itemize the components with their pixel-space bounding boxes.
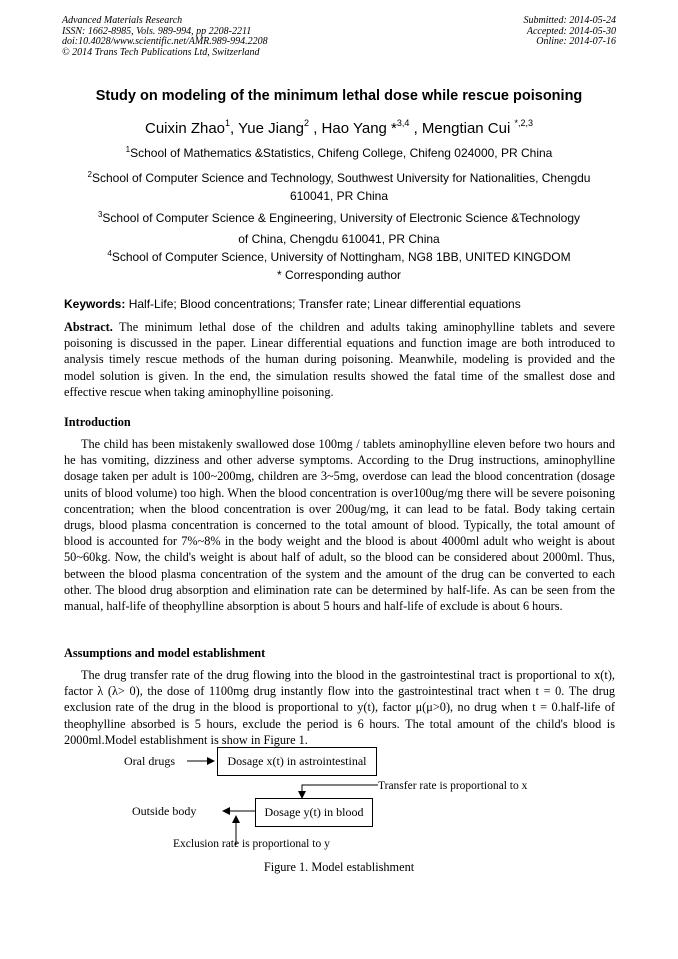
accepted-date: Accepted: 2014-05-30 bbox=[526, 25, 616, 37]
author-separator: , bbox=[309, 120, 322, 137]
section-heading-assumptions: Assumptions and model establishment bbox=[64, 646, 266, 660]
section-heading-introduction: Introduction bbox=[64, 415, 131, 429]
affiliation-number: 2 bbox=[87, 170, 92, 179]
journal-copyright: © 2014 Trans Tech Publications Ltd, Switzerland bbox=[62, 46, 260, 58]
keywords-label: Keywords: bbox=[64, 297, 126, 311]
gut-dosage-box bbox=[217, 747, 377, 776]
submitted-date: Submitted: 2014-05-24 bbox=[523, 15, 616, 26]
introduction-paragraph: The child has been mistakenly swallowed dose 100mg / tablets aminophylline eleven before two hours and he has vomiting, dizziness and other adverse symptoms. According to the Drug instructions, aminophylline dosage taken per adult is 100~200mg, children are 3~5mg, overdose can lead the blood concentration (dosage units of blood volume) too high. When the blood concentration is over100ug/mg there will be severe poisoning concentration; when the blood concentration is over 200ug/mg, it can lead to be fatal. Body taking certain drugs, blood plasma concentration is concerned to the total amount of blood. Typically, the total amount of blood is accounted for 7%~8% in the body weight and the blood is about 4000ml adult who weight is about 50~60kg. Now, the child's weight is about half of adult, so the blood can be considered about 2000ml. Thus, between the blood plasma concentration of the system and the amount of the drug can be converted to each other. The blood drug absorption and elimination rate can be determined by half-life. As can be seen from the manual, half-life of theophylline absorption is about 5 hours and half-life of exclude is about 6 hours. bbox=[64, 437, 615, 614]
corresponding-author-note: * Corresponding author bbox=[276, 268, 402, 282]
exclusion-rate-label: Exclusion rate is proportional to y bbox=[173, 838, 330, 850]
assumptions-paragraph: The drug transfer rate of the drug flowing into the blood in the gastrointestinal tract is proportional to x(t), factor λ (λ> 0), the dose of 1100mg drug instantly flow into the gastrointestinal tract when t = 0. The drug exclusion rate of the drug in the blood is proportional to y(t), factor μ(μ>0), no drug when t = 0.half-life of theophylline absorbed is 5 hours, exclude the period is 6 hours. The total amount of the child's blood is 2000ml.Model establishment is show in Figure 1. bbox=[64, 668, 615, 747]
author-separator: , bbox=[409, 120, 422, 137]
abstract-label: Abstract. bbox=[64, 320, 113, 334]
author-affiliation: 3,4 bbox=[396, 118, 410, 128]
affiliation-number: 3 bbox=[97, 210, 103, 219]
author-affiliation: 1 bbox=[225, 118, 231, 128]
transfer-arrow bbox=[302, 785, 378, 798]
blood-dosage-label: Dosage y(t) in blood bbox=[264, 805, 364, 819]
affiliation-text: of China, Chengdu 610041, PR China bbox=[238, 232, 440, 246]
oral-drugs-label: Oral drugs bbox=[124, 754, 175, 768]
abstract-text: The minimum lethal dose of the children and adults taking aminophylline tablets and severe poisoning is discussed in the paper. Linear differential equations and function image are both introduced to analysis timely rescue methods of the human during poisoning. Meanwhile, modeling is provided and the model solution is given. In the end, the simulation results showed the fatal time of the smallest dose and effective rescue when taking aminophylline poisoning. bbox=[64, 320, 615, 399]
affiliation-text: School of Mathematics &Statistics, Chifeng College, Chifeng 024000, PR China bbox=[130, 146, 553, 160]
affiliation-text: School of Computer Science and Technology, Southwest University for Nationalities, Chengdu bbox=[91, 171, 591, 185]
journal-name: Advanced Materials Research bbox=[62, 15, 183, 26]
outside-body-label: Outside body bbox=[132, 804, 197, 818]
blood-dosage-box bbox=[255, 798, 373, 827]
affiliation-number: 4 bbox=[107, 249, 112, 258]
affiliation-text: 610041, PR China bbox=[289, 189, 389, 203]
journal-doi: doi:10.4028/www.scientific.net/AMR.989-994.2208 bbox=[62, 36, 268, 48]
journal-issn: ISSN: 1662-8985, Vols. 989-994, pp 2208-2211 bbox=[62, 25, 252, 37]
affiliation-number: 1 bbox=[125, 145, 131, 154]
author-name: Mengtian Cui bbox=[421, 120, 515, 137]
figure-caption: Figure 1. Model establishment bbox=[263, 860, 415, 874]
online-date: Online: 2014-07-16 bbox=[536, 36, 616, 48]
keywords-text: Half-Life; Blood concentrations; Transfer rate; Linear differential equations bbox=[128, 297, 521, 311]
transfer-rate-label: Transfer rate is proportional to x bbox=[378, 780, 528, 792]
author-name: Cuixin Zhao bbox=[144, 120, 226, 137]
author-name: Yue Jiang bbox=[238, 120, 305, 137]
author-affiliation: 2 bbox=[304, 118, 310, 128]
gut-dosage-label: Dosage x(t) in astrointestinal bbox=[227, 754, 367, 768]
affiliation-text: School of Computer Science & Engineering, University of Electronic Science &Technology bbox=[102, 211, 581, 225]
paper-title: Study on modeling of the minimum lethal dose while rescue poisoning bbox=[95, 88, 583, 104]
author-separator: , bbox=[230, 120, 239, 137]
author-name: Hao Yang * bbox=[321, 120, 397, 137]
author-affiliation: *,2,3 bbox=[514, 118, 533, 128]
affiliation-text: School of Computer Science, University of Nottingham, NG8 1BB, UNITED KINGDOM bbox=[111, 250, 571, 264]
